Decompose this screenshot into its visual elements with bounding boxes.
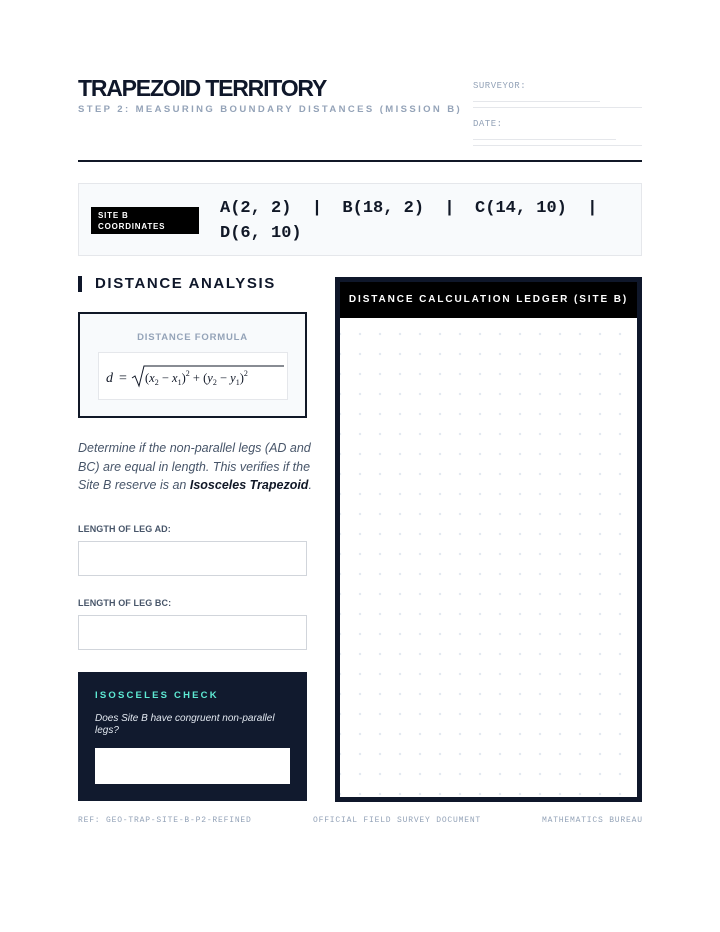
formula-card (78, 312, 307, 418)
svg-text:=: = (119, 371, 127, 386)
surveyor-field[interactable] (473, 107, 642, 108)
date-field[interactable] (473, 145, 642, 146)
ledger-work-area[interactable] (340, 318, 637, 797)
leg-ad-label: LENGTH OF LEG AD: (78, 524, 171, 534)
svg-text:(x2 − x1)2 + (y2 − y1)2: $(x_2 - x_1)^2 + (y_2 - y_1)^2$ (145, 369, 248, 387)
surveyor-label: SURVEYOR: (473, 81, 527, 91)
calculation-ledger (335, 277, 642, 802)
site-b-badge: SITE B COORDINATES (91, 207, 199, 234)
formula-graphic (99, 353, 289, 401)
isosceles-check-question: Does Site B have congruent non-parallel legs? (95, 713, 275, 736)
leg-ad-input[interactable] (78, 541, 307, 576)
page-title: TRAPEZOID TERRITORY (78, 75, 327, 101)
leg-bc-input[interactable] (78, 615, 307, 650)
page-header (78, 0, 642, 162)
isosceles-answer-input[interactable] (95, 748, 290, 784)
ledger-title: DISTANCE CALCULATION LEDGER (SITE B) (340, 282, 637, 318)
distance-formula (98, 352, 288, 400)
date-line-short (473, 139, 616, 140)
footer-right: MATHEMATICS BUREAU (542, 816, 643, 825)
isosceles-check-card (78, 672, 307, 801)
instructions-paragraph: Determine if the non-parallel legs (AD and BC) are equal in length. This verifies if the Site B reserve is an Isosceles Trapezoid. (78, 441, 312, 492)
isosceles-check-title: ISOSCELES CHECK (95, 690, 219, 701)
leg-bc-label: LENGTH OF LEG BC: (78, 598, 172, 608)
svg-text:d: d (106, 371, 113, 386)
coordinates-panel (78, 183, 642, 256)
section-heading: DISTANCE ANALYSIS (78, 276, 276, 292)
footer-reference: REF: GEO-TRAP-SITE-B-P2-REFINED (78, 816, 252, 825)
surveyor-line-short (473, 101, 600, 102)
footer-center: OFFICIAL FIELD SURVEY DOCUMENT (313, 816, 482, 825)
date-label: DATE: (473, 119, 503, 129)
page-subtitle: STEP 2: MEASURING BOUNDARY DISTANCES (MISSION B) (78, 104, 463, 115)
formula-label: DISTANCE FORMULA (137, 332, 248, 343)
isosceles-trapezoid-term: Isosceles Trapezoid (189, 478, 309, 492)
coordinate-list: A(2, 2) | B(18, 2) | C(14, 10) | D(6, 10) (220, 199, 618, 243)
